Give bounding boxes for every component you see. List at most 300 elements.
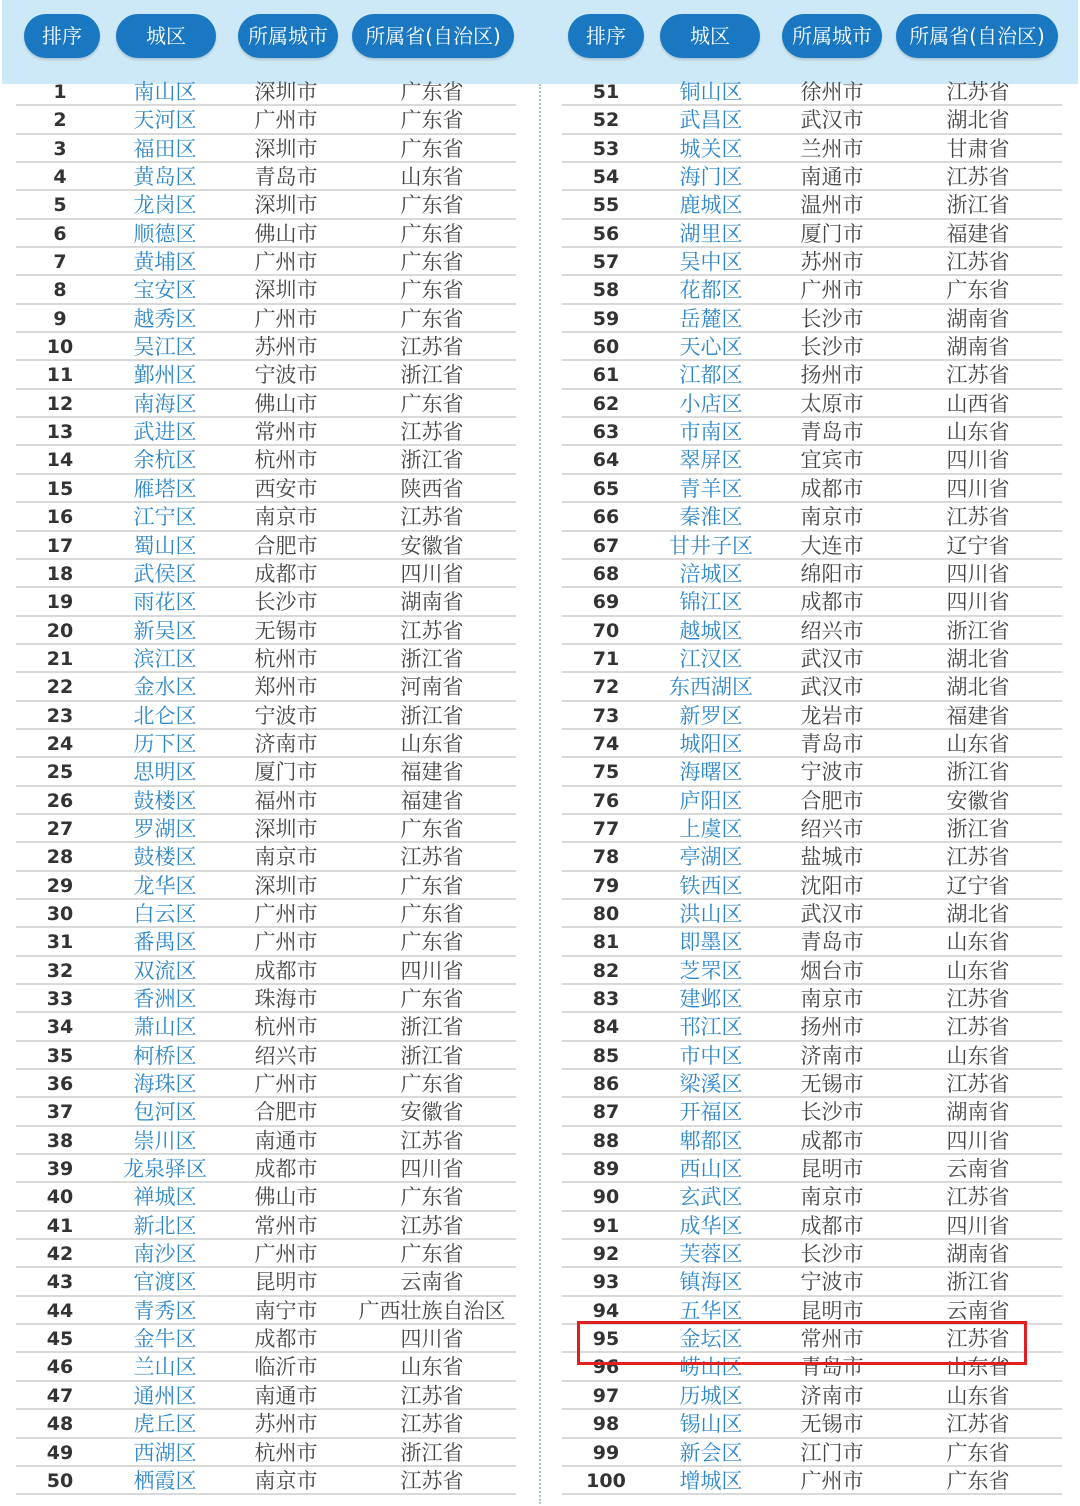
table-row	[562, 900, 1062, 928]
province-cell: 云南省	[400, 1270, 464, 1295]
city-cell: 宁波市	[254, 363, 318, 388]
table-row	[16, 1325, 516, 1353]
city-cell: 深圳市	[254, 816, 318, 841]
table-row	[16, 248, 516, 276]
province-cell: 山东省	[400, 731, 464, 756]
district-cell: 龙岗区	[133, 193, 197, 218]
rank-cell: 3	[53, 137, 67, 160]
table-row	[562, 1042, 1062, 1070]
rank-cell: 76	[592, 789, 620, 812]
district-cell: 青秀区	[133, 1298, 197, 1323]
rank-cell: 6	[53, 222, 67, 245]
province-cell: 广东省	[946, 278, 1010, 303]
rank-cell: 42	[46, 1243, 74, 1266]
province-cell: 广东省	[400, 136, 464, 161]
rank-cell: 31	[46, 931, 74, 954]
city-cell: 扬州市	[800, 363, 864, 388]
district-cell: 芙蓉区	[679, 1242, 743, 1267]
province-cell: 江苏省	[400, 618, 464, 643]
district-cell: 即墨区	[679, 930, 743, 955]
rank-cell: 35	[46, 1044, 74, 1067]
table-row	[562, 475, 1062, 503]
table-row	[16, 503, 516, 531]
city-cell: 青岛市	[254, 165, 318, 190]
province-cell: 江苏省	[946, 1327, 1010, 1352]
district-cell: 黄岛区	[133, 165, 197, 190]
province-cell: 陕西省	[400, 476, 464, 501]
rank-cell: 65	[592, 477, 620, 500]
province-cell: 江苏省	[400, 1412, 464, 1437]
district-cell: 武进区	[133, 420, 197, 445]
province-cell: 江苏省	[400, 1213, 464, 1238]
city-cell: 昆明市	[800, 1157, 864, 1182]
table-row	[16, 1439, 516, 1467]
city-cell: 广州市	[254, 108, 318, 133]
table-row	[16, 1127, 516, 1155]
city-cell: 合肥市	[800, 788, 864, 813]
city-cell: 济南市	[254, 731, 318, 756]
province-cell: 湖南省	[400, 590, 464, 615]
table-row	[562, 985, 1062, 1013]
district-cell: 建邺区	[679, 987, 743, 1011]
province-cell: 广东省	[400, 221, 464, 246]
table-row	[562, 390, 1062, 418]
city-cell: 南宁市	[254, 1298, 318, 1323]
province-cell: 辽宁省	[946, 533, 1010, 558]
table-row	[562, 1155, 1062, 1183]
rank-cell: 50	[46, 1469, 74, 1492]
district-cell: 北仑区	[133, 703, 197, 728]
city-cell: 南京市	[254, 505, 318, 530]
city-cell: 济南市	[800, 1043, 864, 1068]
rank-cell: 92	[592, 1243, 620, 1266]
table-row	[562, 1268, 1062, 1296]
province-cell: 浙江省	[946, 760, 1010, 785]
rank-cell: 82	[592, 959, 620, 982]
table-row	[562, 1212, 1062, 1240]
province-cell: 云南省	[946, 1298, 1010, 1323]
table-row	[562, 1098, 1062, 1126]
rank-cell: 39	[46, 1158, 74, 1181]
province-cell: 福建省	[946, 221, 1010, 246]
province-cell: 湖南省	[946, 335, 1010, 360]
province-cell: 山东省	[946, 1383, 1010, 1408]
city-cell: 南京市	[800, 505, 864, 530]
province-cell: 浙江省	[400, 1440, 464, 1465]
city-cell: 南通市	[254, 1128, 318, 1153]
table-row	[16, 928, 516, 956]
district-cell: 官渡区	[133, 1270, 197, 1295]
city-cell: 厦门市	[254, 760, 318, 785]
rank-cell: 94	[592, 1299, 620, 1322]
province-cell: 江苏省	[946, 363, 1010, 388]
table-row	[16, 1240, 516, 1268]
province-cell: 湖北省	[946, 108, 1010, 133]
rank-cell: 64	[592, 449, 620, 472]
province-cell: 江苏省	[946, 505, 1010, 530]
district-cell: 龙泉驿区	[123, 1157, 207, 1182]
table-row	[16, 1183, 516, 1211]
city-cell: 佛山市	[254, 391, 318, 416]
district-cell: 通州区	[133, 1383, 197, 1408]
table-row	[562, 503, 1062, 531]
city-cell: 南京市	[800, 987, 864, 1011]
rank-cell: 16	[46, 506, 74, 529]
rank-cell: 40	[46, 1186, 74, 1209]
rank-cell: 53	[592, 137, 620, 160]
table-row	[16, 475, 516, 503]
table-row	[16, 106, 516, 134]
city-cell: 宁波市	[800, 1270, 864, 1295]
rank-cell: 62	[592, 392, 620, 415]
district-cell: 铜山区	[679, 80, 743, 104]
city-cell: 常州市	[800, 1327, 864, 1352]
city-cell: 成都市	[800, 476, 864, 501]
table-row	[16, 758, 516, 786]
city-cell: 杭州市	[254, 448, 318, 473]
district-cell: 顺德区	[133, 221, 197, 246]
rank-cell: 32	[46, 959, 74, 982]
district-cell: 小店区	[679, 391, 743, 416]
province-cell: 广东省	[400, 108, 464, 133]
district-cell: 芝罘区	[679, 958, 743, 983]
table-row	[16, 191, 516, 219]
rank-cell: 59	[592, 307, 620, 330]
rank-cell: 73	[592, 704, 620, 727]
district-cell: 双流区	[133, 958, 197, 983]
rank-cell: 14	[46, 449, 74, 472]
district-cell: 柯桥区	[133, 1043, 197, 1068]
city-cell: 深圳市	[254, 278, 318, 303]
rank-cell: 38	[46, 1129, 74, 1152]
table-right	[562, 78, 1062, 1495]
city-cell: 苏州市	[800, 250, 864, 275]
rank-cell: 1	[53, 81, 67, 103]
district-cell: 增城区	[679, 1468, 743, 1493]
city-cell: 南京市	[254, 1468, 318, 1493]
rank-cell: 78	[592, 846, 620, 869]
rank-cell: 4	[53, 166, 67, 189]
table-row	[16, 135, 516, 163]
district-cell: 番禺区	[133, 930, 197, 955]
table-row	[16, 1268, 516, 1296]
province-cell: 四川省	[946, 1128, 1010, 1153]
city-cell: 合肥市	[254, 533, 318, 558]
city-cell: 青岛市	[800, 420, 864, 445]
district-cell: 栖霞区	[133, 1468, 197, 1493]
province-cell: 四川省	[946, 590, 1010, 615]
province-cell: 四川省	[400, 958, 464, 983]
rank-cell: 24	[46, 732, 74, 755]
table-row	[16, 361, 516, 389]
rank-cell: 8	[53, 279, 67, 302]
province-cell: 安徽省	[400, 1100, 464, 1125]
district-cell: 庐阳区	[679, 788, 743, 813]
district-cell: 上虞区	[679, 816, 743, 841]
table-row	[16, 730, 516, 758]
district-cell: 新罗区	[679, 703, 743, 728]
city-cell: 昆明市	[254, 1270, 318, 1295]
city-cell: 成都市	[254, 958, 318, 983]
table-row	[16, 985, 516, 1013]
city-cell: 太原市	[800, 391, 864, 416]
province-cell: 广东省	[400, 901, 464, 926]
table-row	[562, 305, 1062, 333]
header-province-pill: 所属省(自治区)	[896, 14, 1058, 58]
province-cell: 浙江省	[400, 703, 464, 728]
city-cell: 广州市	[254, 306, 318, 331]
table-row	[16, 163, 516, 191]
rank-cell: 33	[46, 988, 74, 1010]
province-cell: 广东省	[400, 930, 464, 955]
district-cell: 梁溪区	[679, 1072, 743, 1097]
city-cell: 郑州市	[254, 675, 318, 700]
province-cell: 广东省	[400, 306, 464, 331]
header-city-pill: 所属城市	[238, 14, 338, 58]
rank-cell: 2	[53, 109, 67, 132]
rank-cell: 51	[592, 81, 620, 103]
table-row	[562, 815, 1062, 843]
column-divider	[539, 84, 541, 1504]
table-row	[16, 815, 516, 843]
province-cell: 云南省	[946, 1157, 1010, 1182]
province-cell: 湖北省	[946, 675, 1010, 700]
table-row	[16, 532, 516, 560]
table-left	[16, 78, 516, 1495]
city-cell: 南通市	[254, 1383, 318, 1408]
district-cell: 海曙区	[679, 760, 743, 785]
rank-cell: 80	[592, 902, 620, 925]
rank-cell: 75	[592, 761, 620, 784]
rank-cell: 88	[592, 1129, 620, 1152]
table-row	[562, 872, 1062, 900]
city-cell: 宜宾市	[800, 448, 864, 473]
city-cell: 深圳市	[254, 80, 318, 104]
table-row	[562, 957, 1062, 985]
province-cell: 四川省	[946, 476, 1010, 501]
rank-cell: 66	[592, 506, 620, 529]
city-cell: 福州市	[254, 788, 318, 813]
rank-cell: 12	[46, 392, 74, 415]
city-cell: 青岛市	[800, 1355, 864, 1380]
city-cell: 武汉市	[800, 108, 864, 133]
table-row	[16, 1070, 516, 1098]
city-cell: 成都市	[254, 561, 318, 586]
table-row	[562, 361, 1062, 389]
rank-cell: 86	[592, 1073, 620, 1096]
rank-cell: 60	[592, 336, 620, 359]
district-cell: 玄武区	[679, 1185, 743, 1210]
district-cell: 历下区	[133, 731, 197, 756]
district-cell: 吴江区	[133, 335, 197, 360]
rank-cell: 69	[592, 591, 620, 614]
province-cell: 湖北省	[946, 646, 1010, 671]
city-cell: 成都市	[800, 590, 864, 615]
province-cell: 广东省	[400, 250, 464, 275]
table-row	[562, 276, 1062, 304]
city-cell: 深圳市	[254, 873, 318, 898]
province-cell: 湖北省	[946, 901, 1010, 926]
province-cell: 山东省	[946, 1043, 1010, 1068]
rank-cell: 47	[46, 1384, 74, 1407]
table-row	[16, 418, 516, 446]
table-row	[562, 1382, 1062, 1410]
province-cell: 江苏省	[946, 1072, 1010, 1097]
city-cell: 青岛市	[800, 731, 864, 756]
district-cell: 江都区	[679, 363, 743, 388]
rank-cell: 11	[46, 364, 74, 387]
header-province-pill: 所属省(自治区)	[352, 14, 514, 58]
city-cell: 长沙市	[800, 306, 864, 331]
city-cell: 扬州市	[800, 1015, 864, 1040]
rank-cell: 70	[592, 619, 620, 642]
city-cell: 成都市	[800, 1213, 864, 1238]
city-cell: 佛山市	[254, 221, 318, 246]
district-cell: 武侯区	[133, 561, 197, 586]
province-cell: 江苏省	[400, 1468, 464, 1493]
table-row	[562, 560, 1062, 588]
header-city-pill: 所属城市	[782, 14, 882, 58]
city-cell: 广州市	[254, 250, 318, 275]
rank-cell: 5	[53, 194, 67, 217]
rank-cell: 81	[592, 931, 620, 954]
province-cell: 江苏省	[946, 80, 1010, 104]
city-cell: 武汉市	[800, 646, 864, 671]
city-cell: 济南市	[800, 1383, 864, 1408]
table-row	[562, 1127, 1062, 1155]
city-cell: 广州市	[254, 1072, 318, 1097]
table-row	[16, 1382, 516, 1410]
district-cell: 青羊区	[679, 476, 743, 501]
table-row	[562, 1410, 1062, 1438]
city-cell: 杭州市	[254, 646, 318, 671]
rank-cell: 55	[592, 194, 620, 217]
rank-cell: 89	[592, 1158, 620, 1181]
province-cell: 四川省	[946, 561, 1010, 586]
district-cell: 金坛区	[679, 1327, 743, 1352]
rank-cell: 21	[46, 647, 74, 670]
table-row	[562, 843, 1062, 871]
city-cell: 广州市	[254, 901, 318, 926]
city-cell: 无锡市	[800, 1072, 864, 1097]
province-cell: 河南省	[400, 675, 464, 700]
province-cell: 山东省	[946, 731, 1010, 756]
table-row	[562, 588, 1062, 616]
province-cell: 四川省	[400, 561, 464, 586]
district-cell: 东西湖区	[669, 675, 753, 700]
district-cell: 甘井子区	[669, 533, 753, 558]
table-row	[562, 787, 1062, 815]
district-cell: 南山区	[133, 80, 197, 104]
province-cell: 江苏省	[400, 1383, 464, 1408]
rank-cell: 27	[46, 817, 74, 840]
rank-cell: 67	[592, 534, 620, 557]
province-cell: 辽宁省	[946, 873, 1010, 898]
district-cell: 历城区	[679, 1383, 743, 1408]
table-row	[562, 191, 1062, 219]
table-row	[16, 276, 516, 304]
district-cell: 鄞州区	[133, 363, 197, 388]
province-cell: 江苏省	[400, 335, 464, 360]
city-cell: 昆明市	[800, 1298, 864, 1323]
table-row	[16, 390, 516, 418]
table-row	[562, 78, 1062, 106]
table-row	[16, 333, 516, 361]
header-district-pill: 城区	[116, 14, 216, 58]
district-cell: 江汉区	[679, 646, 743, 671]
province-cell: 江苏省	[400, 505, 464, 530]
rank-cell: 54	[592, 166, 620, 189]
district-cell: 城阳区	[679, 731, 743, 756]
rank-cell: 97	[592, 1384, 620, 1407]
city-cell: 无锡市	[800, 1412, 864, 1437]
table-row	[562, 617, 1062, 645]
district-cell: 开福区	[679, 1100, 743, 1125]
province-cell: 浙江省	[400, 1043, 464, 1068]
province-cell: 福建省	[400, 760, 464, 785]
province-cell: 广东省	[946, 1440, 1010, 1465]
rank-cell: 77	[592, 817, 620, 840]
rank-cell: 18	[46, 562, 74, 585]
table-row	[562, 730, 1062, 758]
rank-cell: 93	[592, 1271, 620, 1294]
city-cell: 武汉市	[800, 675, 864, 700]
table-row	[16, 1042, 516, 1070]
table-row	[16, 872, 516, 900]
province-cell: 江苏省	[400, 1128, 464, 1153]
district-cell: 香洲区	[133, 987, 197, 1011]
rank-cell: 36	[46, 1073, 74, 1096]
table-row	[562, 220, 1062, 248]
province-cell: 山东省	[946, 930, 1010, 955]
table-row	[16, 1098, 516, 1126]
table-row	[16, 957, 516, 985]
rank-cell: 57	[592, 251, 620, 274]
province-cell: 浙江省	[946, 193, 1010, 218]
table-row	[16, 673, 516, 701]
city-cell: 江门市	[800, 1440, 864, 1465]
city-cell: 杭州市	[254, 1440, 318, 1465]
district-cell: 吴中区	[679, 250, 743, 275]
city-cell: 烟台市	[800, 958, 864, 983]
rank-cell: 98	[592, 1413, 620, 1436]
district-cell: 涪城区	[679, 561, 743, 586]
province-cell: 江苏省	[946, 987, 1010, 1011]
district-cell: 金牛区	[133, 1327, 197, 1352]
city-cell: 大连市	[800, 533, 864, 558]
district-cell: 南海区	[133, 391, 197, 416]
rank-cell: 17	[46, 534, 74, 557]
city-cell: 绍兴市	[254, 1043, 318, 1068]
district-cell: 秦淮区	[679, 505, 743, 530]
table-row	[16, 305, 516, 333]
table-row	[16, 1013, 516, 1041]
city-cell: 杭州市	[254, 1015, 318, 1040]
table-row	[562, 1183, 1062, 1211]
province-cell: 广东省	[946, 1468, 1010, 1493]
district-cell: 湖里区	[679, 221, 743, 246]
district-cell: 余杭区	[133, 448, 197, 473]
district-cell: 雨花区	[133, 590, 197, 615]
rank-cell: 15	[46, 477, 74, 500]
province-cell: 安徽省	[400, 533, 464, 558]
province-cell: 四川省	[946, 448, 1010, 473]
province-cell: 浙江省	[400, 448, 464, 473]
rank-cell: 95	[592, 1328, 620, 1351]
table-row	[562, 248, 1062, 276]
province-cell: 四川省	[400, 1327, 464, 1352]
district-cell: 宝安区	[133, 278, 197, 303]
